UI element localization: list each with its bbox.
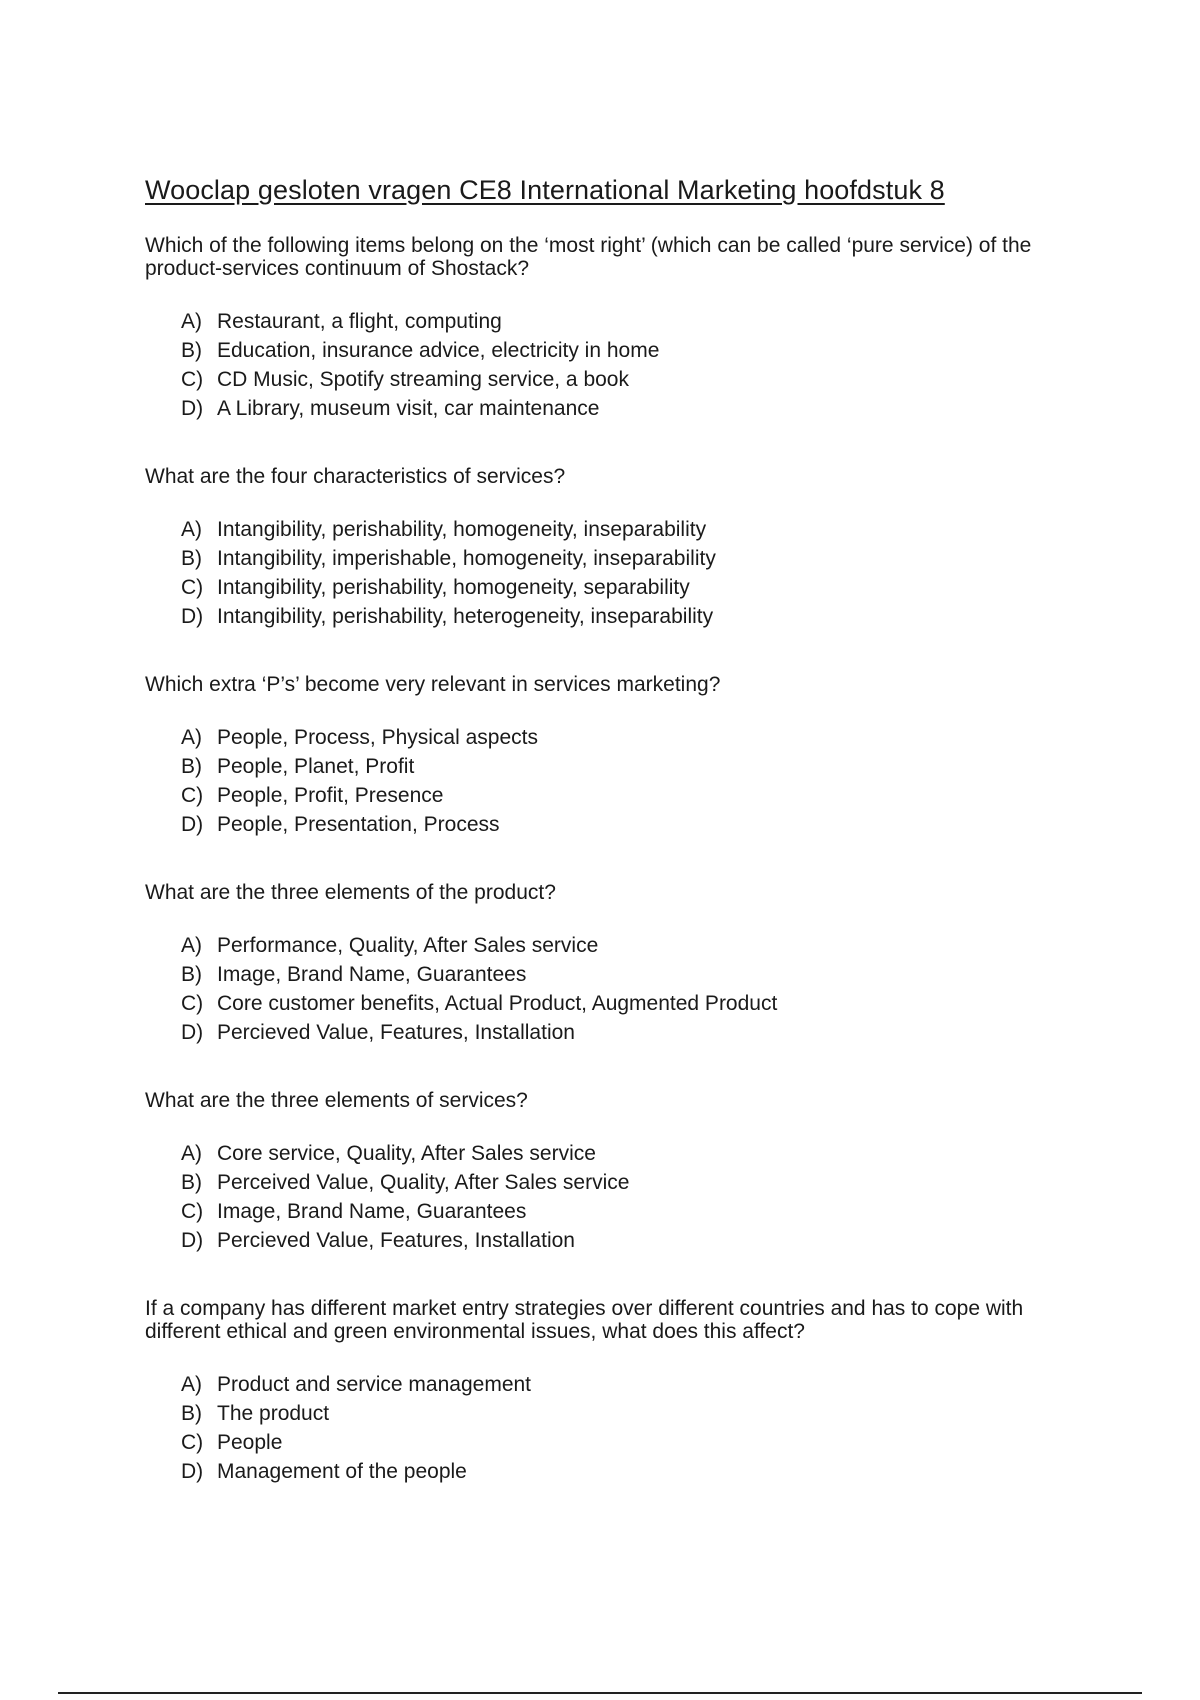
option-text: People (217, 1431, 283, 1454)
answer-option (181, 1018, 1065, 1047)
option-letter: B) (181, 339, 202, 362)
option-letter: B) (181, 547, 202, 570)
option-letter: C) (181, 784, 204, 807)
option-letter: A) (181, 726, 202, 749)
option-letter: A) (181, 1373, 202, 1396)
answer-options (145, 723, 1065, 839)
option-text: Intangibility, perishability, homogeneity, separability (217, 576, 690, 599)
question-block (145, 1297, 1065, 1486)
option-text: A Library, museum visit, car maintenance (217, 397, 600, 420)
option-text: Core service, Quality, After Sales service (217, 1142, 596, 1165)
answer-option (181, 989, 1065, 1018)
answer-option (181, 544, 1065, 573)
option-text: People, Presentation, Process (217, 813, 500, 836)
option-text: Intangibility, perishability, homogeneity, inseparability (217, 518, 707, 541)
answer-option (181, 931, 1065, 960)
option-letter: A) (181, 310, 202, 333)
answer-option (181, 810, 1065, 839)
answer-option (181, 365, 1065, 394)
question-text: Which extra ‘P’s’ become very relevant in services marketing? (145, 673, 721, 696)
answer-option (181, 752, 1065, 781)
option-letter: B) (181, 1402, 202, 1425)
option-letter: B) (181, 1171, 202, 1194)
option-letter: C) (181, 368, 204, 391)
answer-options (145, 515, 1065, 631)
option-letter: C) (181, 576, 204, 599)
option-letter: D) (181, 813, 204, 836)
answer-option (181, 1226, 1065, 1255)
answer-option (181, 307, 1065, 336)
option-text: Image, Brand Name, Guarantees (217, 1200, 527, 1223)
option-text: The product (217, 1402, 330, 1425)
answer-option (181, 1428, 1065, 1457)
question-text: If a company has different market entry strategies over different countries and has to cope with different ethical and green environmental issues, what does this affect? (145, 1297, 1024, 1343)
option-letter: A) (181, 518, 202, 541)
option-letter: D) (181, 1460, 204, 1483)
option-letter: C) (181, 1431, 204, 1454)
answer-option (181, 336, 1065, 365)
option-letter: B) (181, 755, 202, 778)
answer-option (181, 1139, 1065, 1168)
option-text: Perceived Value, Quality, After Sales service (217, 1171, 630, 1194)
option-letter: C) (181, 992, 204, 1015)
answer-option (181, 394, 1065, 423)
option-letter: D) (181, 605, 204, 628)
answer-option (181, 1197, 1065, 1226)
option-letter: D) (181, 1229, 204, 1252)
answer-option (181, 1457, 1065, 1486)
answer-options (145, 307, 1065, 423)
option-letter: B) (181, 963, 202, 986)
option-text: People, Planet, Profit (217, 755, 415, 778)
question-text: What are the four characteristics of services? (145, 465, 566, 488)
question-list (145, 234, 1065, 1486)
option-letter: A) (181, 934, 202, 957)
option-text: Restaurant, a flight, computing (217, 310, 502, 333)
option-text: Core customer benefits, Actual Product, Augmented Product (217, 992, 778, 1015)
option-text: Intangibility, imperishable, homogeneity, inseparability (217, 547, 716, 570)
question-text: Which of the following items belong on the ‘most right’ (which can be called ‘pure service) of the product-services continuum of Shostack? (145, 234, 1032, 280)
option-text: People, Profit, Presence (217, 784, 444, 807)
option-text: Product and service management (217, 1373, 532, 1396)
option-text: Image, Brand Name, Guarantees (217, 963, 527, 986)
question-block (145, 881, 1065, 1047)
option-letter: D) (181, 397, 204, 420)
option-letter: C) (181, 1200, 204, 1223)
option-text: Performance, Quality, After Sales service (217, 934, 599, 957)
answer-options (145, 1139, 1065, 1255)
option-text: Percieved Value, Features, Installation (217, 1229, 575, 1252)
document-title: Wooclap gesloten vragen CE8 International Marketing hoofdstuk 8 (145, 175, 945, 205)
answer-option (181, 781, 1065, 810)
option-text: Intangibility, perishability, heterogeneity, inseparability (217, 605, 714, 628)
footer-divider (58, 1692, 1142, 1694)
answer-option (181, 573, 1065, 602)
option-text: Education, insurance advice, electricity in home (217, 339, 660, 362)
option-text: People, Process, Physical aspects (217, 726, 538, 749)
answer-options (145, 1370, 1065, 1486)
option-letter: A) (181, 1142, 202, 1165)
question-block (145, 673, 1065, 839)
question-block (145, 1089, 1065, 1255)
option-text: Percieved Value, Features, Installation (217, 1021, 575, 1044)
question-block (145, 465, 1065, 631)
answer-options (145, 931, 1065, 1047)
question-text: What are the three elements of the product? (145, 881, 556, 904)
answer-option (181, 960, 1065, 989)
document-page (145, 175, 1065, 1528)
option-text: CD Music, Spotify streaming service, a book (217, 368, 629, 391)
question-block (145, 234, 1065, 423)
answer-option (181, 723, 1065, 752)
answer-option (181, 515, 1065, 544)
option-letter: D) (181, 1021, 204, 1044)
answer-option (181, 1168, 1065, 1197)
option-text: Management of the people (217, 1460, 467, 1483)
answer-option (181, 1370, 1065, 1399)
answer-option (181, 1399, 1065, 1428)
answer-option (181, 602, 1065, 631)
question-text: What are the three elements of services? (145, 1089, 528, 1112)
